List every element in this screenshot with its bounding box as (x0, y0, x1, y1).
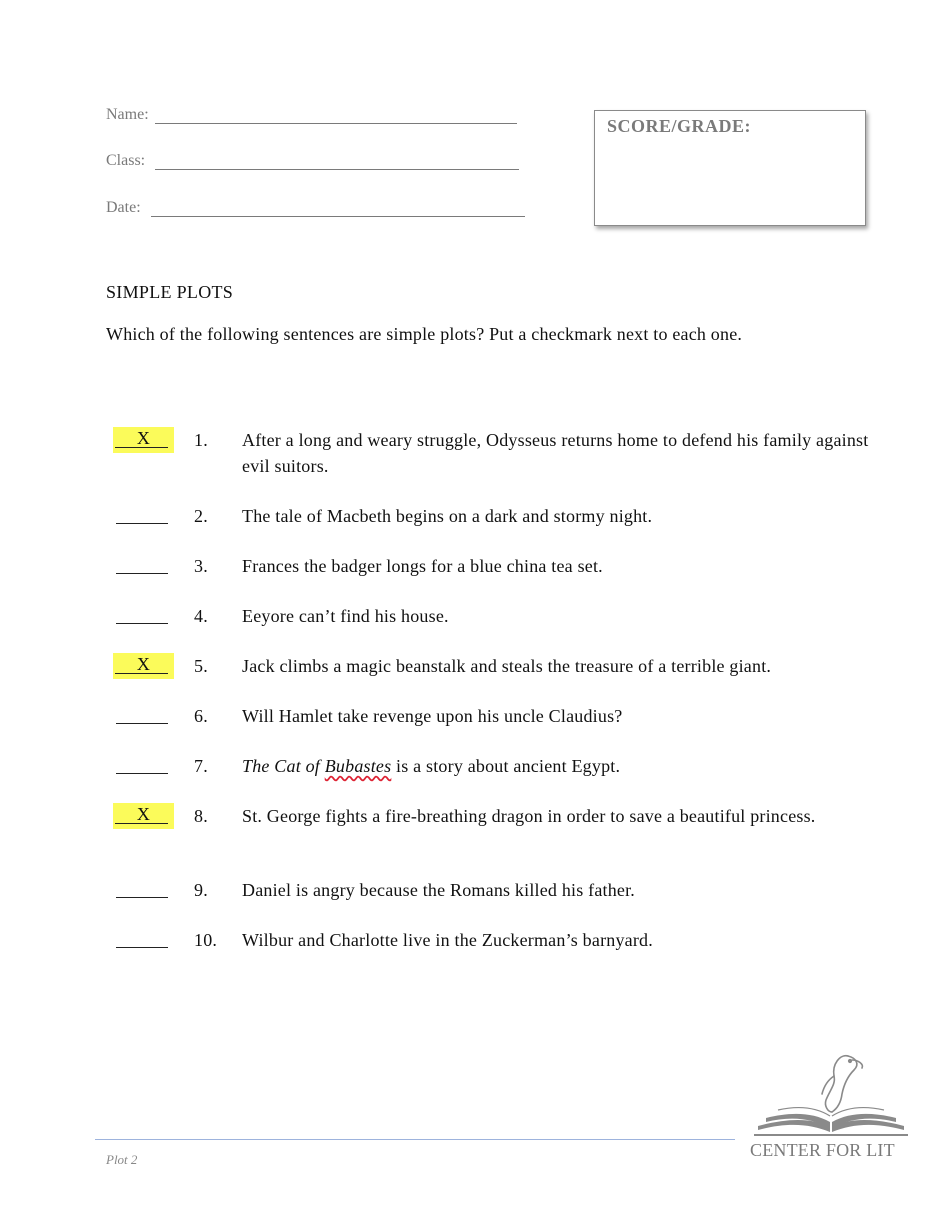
name-label: Name: (106, 106, 149, 123)
class-label: Class: (106, 152, 146, 169)
footer-rule (95, 1139, 735, 1140)
item-text: Jack climbs a magic beanstalk and steals the treasure of a terrible giant. (242, 656, 772, 676)
answer-blank[interactable] (114, 553, 174, 579)
item-number: 9. (194, 880, 208, 900)
item-number: 2. (194, 506, 208, 526)
item-text: Frances the badger longs for a blue china tea set. (242, 556, 603, 576)
pelican-book-icon (748, 1050, 912, 1142)
score-grade-box (594, 110, 866, 226)
item-number: 4. (194, 606, 208, 626)
date-line (151, 202, 525, 217)
item-text: Wilbur and Charlotte live in the Zuckerman’s barnyard. (242, 930, 653, 950)
answer-blank[interactable] (114, 703, 174, 729)
item-number: 10. (194, 930, 218, 950)
footer-page-label: Plot 2 (106, 1152, 138, 1167)
spellcheck-word: Bubastes (324, 756, 392, 776)
book-title: The Cat of Bubastes (242, 756, 392, 776)
answer-blank[interactable] (114, 503, 174, 529)
instructions: Which of the following sentences are simple plots? Put a checkmark next to each one. (106, 324, 743, 344)
answer-blank[interactable] (114, 927, 174, 953)
item-number: 3. (194, 556, 208, 576)
name-line (155, 109, 517, 124)
item-text: The Cat of Bubastes is a story about ancient Egypt. (242, 756, 621, 776)
item-text: Daniel is angry because the Romans killed his father. (242, 880, 635, 900)
answer-blank[interactable] (114, 877, 174, 903)
date-label: Date: (106, 199, 141, 216)
answer-mark: X (136, 428, 151, 448)
item-text: Will Hamlet take revenge upon his uncle Claudius? (242, 706, 623, 726)
item-text: The tale of Macbeth begins on a dark and stormy night. (242, 506, 653, 526)
answer-blank[interactable] (113, 803, 174, 829)
brand-name: CENTER FOR LIT (750, 1140, 895, 1160)
item-text: St. George fights a fire-breathing dragon in order to save a beautiful princess. (242, 806, 816, 826)
item-text: After a long and weary struggle, Odysseus returns home to defend his family against evil suitors. (242, 430, 869, 476)
center-for-lit-logo (748, 1050, 912, 1162)
item-text: Eeyore can’t find his house. (242, 606, 449, 626)
section-title: SIMPLE PLOTS (106, 282, 234, 302)
item-number: 5. (194, 656, 208, 676)
date-field[interactable] (106, 199, 525, 217)
answer-mark: X (136, 654, 151, 674)
class-line (155, 155, 519, 170)
answer-mark: X (136, 804, 151, 824)
score-grade-label: SCORE/GRADE: (607, 116, 752, 136)
answer-blank[interactable] (114, 603, 174, 629)
item-number: 1. (194, 430, 208, 450)
answer-blank[interactable] (113, 427, 174, 453)
answer-blank[interactable] (113, 653, 174, 679)
item-number: 6. (194, 706, 208, 726)
item-number: 7. (194, 756, 208, 776)
answer-blank[interactable] (114, 753, 174, 779)
item-number: 8. (194, 806, 208, 826)
name-field[interactable] (106, 106, 517, 124)
class-field[interactable] (106, 152, 519, 170)
